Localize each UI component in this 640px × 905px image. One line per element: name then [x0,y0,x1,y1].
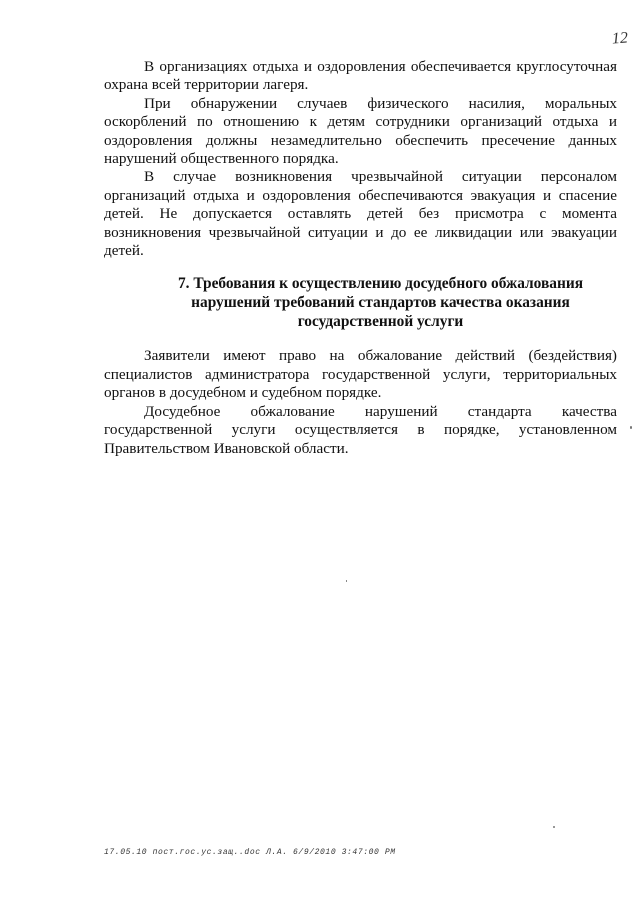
page-number: 12 [611,29,629,48]
paragraph-violence: При обнаружении случаев физического насилия, моральных оскорблений по отношению к детям сотрудники организаций отдыха и оздоровления должны незамедлительно обеспечить пресечение данных нарушений общественного порядка. [104,94,617,168]
document-body [104,58,617,458]
paragraph-security: В организациях отдыха и оздоровления обеспечивается круглосуточная охрана всей территории лагеря. [104,58,617,94]
paragraph-appeal-rights: Заявители имеют право на обжалование действий (бездействия) специалистов администратора государственной услуги, территориальных органов в досудебном и судебном порядке. [104,347,617,402]
scan-speck [346,580,347,582]
scan-speck [630,426,632,429]
paragraph-emergency: В случае возникновения чрезвычайной ситуации персоналом организаций отдыха и оздоровления обеспечиваются эвакуация и спасение детей. Не допускается оставлять детей без присмотра с момента возникновения чрезвычайной ситуации и до ее ликвидации или эвакуации детей. [104,168,617,260]
scan-speck [553,826,555,828]
section-heading: 7. Требования к осуществлению досудебного обжалования нарушений требований стандартов качества оказания государственной услуги [177,275,584,331]
paragraph-pretrial-appeal: Досудебное обжалование нарушений стандарта качества государственной услуги осуществляется в порядке, установленном Правительством Ивановской области. [104,402,617,457]
footer-file-info: 17.05.10 пост.гос.ус.защ..doc Л.А. 6/9/2010 3:47:00 PM [104,848,396,857]
